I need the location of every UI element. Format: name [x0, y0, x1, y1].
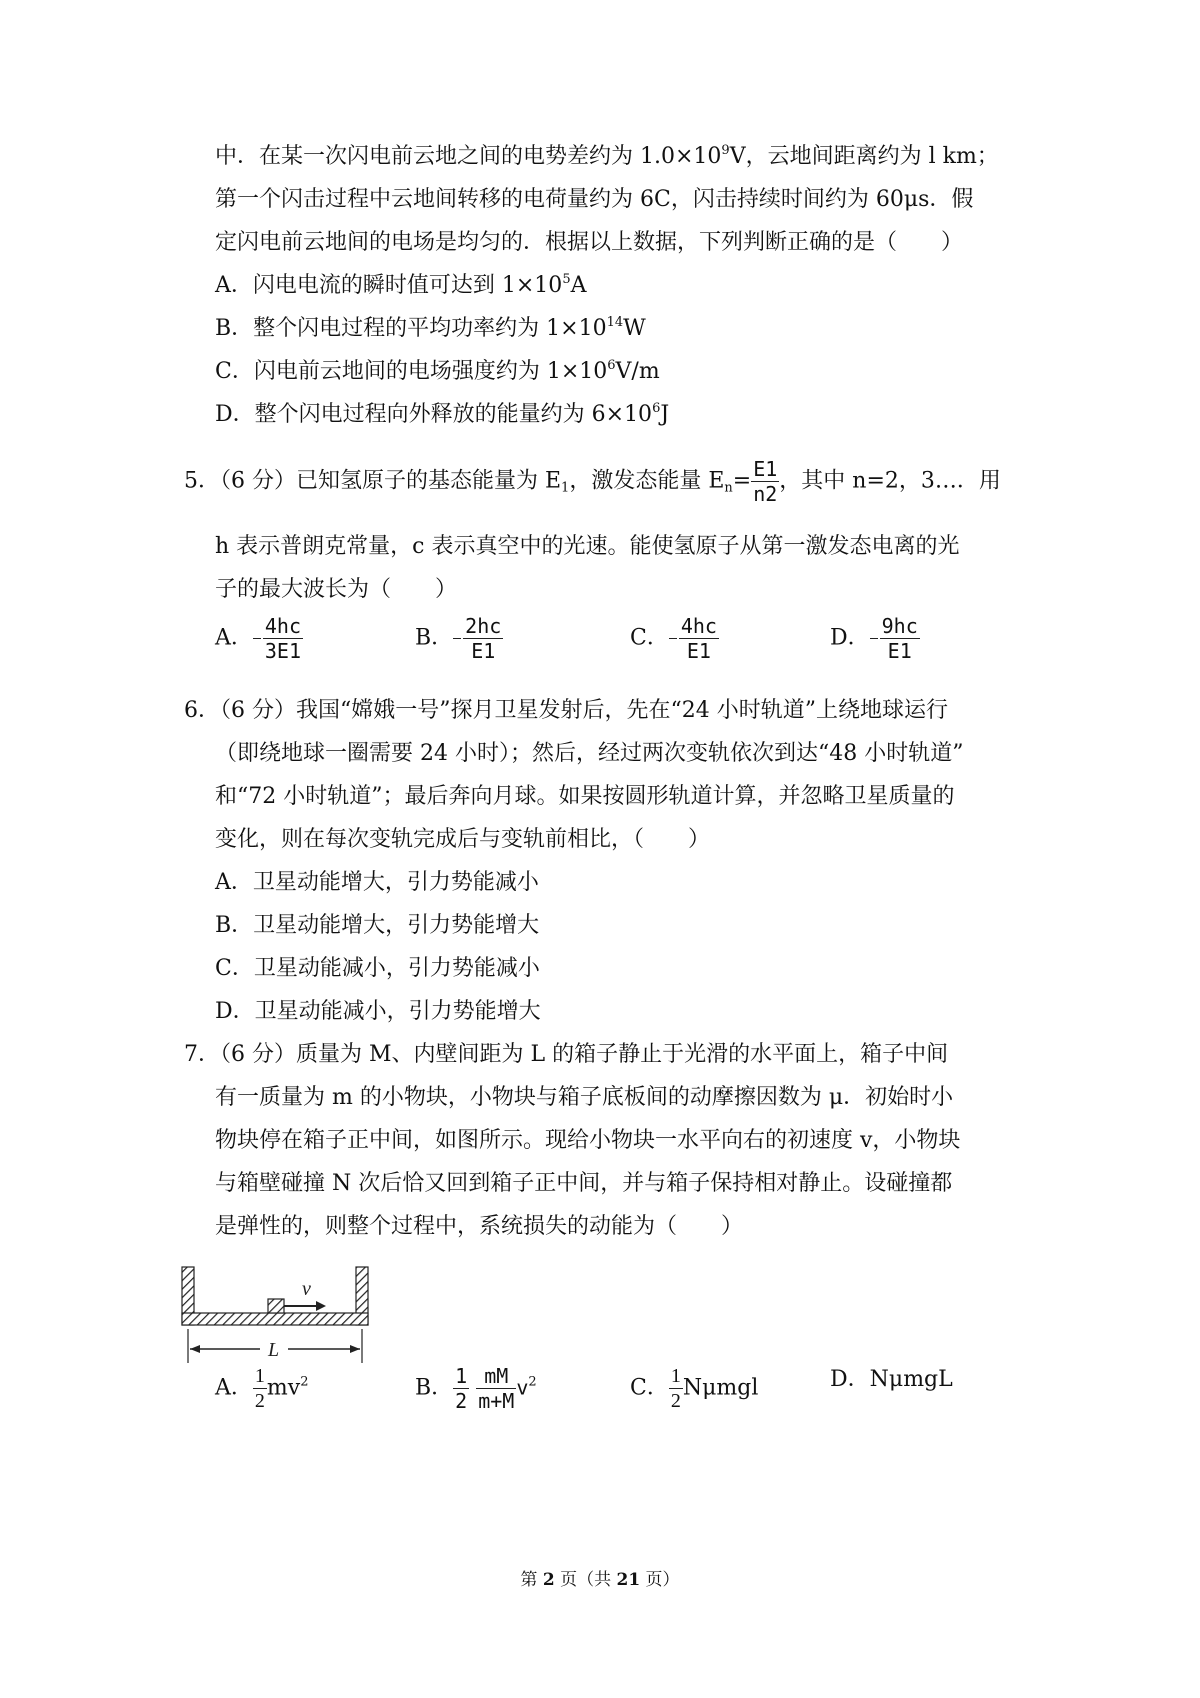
- q6-line-4: 变化，则在每次变轨完成后与变轨前相比，（ ）: [215, 827, 711, 852]
- q5-option-b: B． $\frac{2hc}{E1}$: [415, 614, 502, 663]
- q6-line-1: 6．（6 分）我国“嫦娥一号”探月卫星发射后，先在“24 小时轨道”上绕地球运行: [184, 698, 948, 723]
- q6-option-b: B．卫星动能增大，引力势能增大: [215, 913, 540, 938]
- q4-option-d: D．整个闪电过程向外释放的能量约为 $6\times 10^6J$: [215, 401, 670, 427]
- q7-option-a: A． $\frac{1}{2}$ $mv^2$: [215, 1365, 309, 1412]
- q4-option-a: A．闪电电流的瞬时值可达到 $1\times 10^5A$: [215, 272, 587, 298]
- q4-option-b: B．整个闪电过程的平均功率约为 $1\times 10^{14}W$: [215, 315, 646, 341]
- page-footer: 第 2 页（共 21 页）: [520, 1570, 680, 1590]
- q6-option-c: C．卫星动能减小，引力势能减小: [215, 956, 540, 981]
- q7-line-5: 是弹性的，则整个过程中，系统损失的动能为（ ）: [215, 1214, 744, 1239]
- q7-line-3: 物块停在箱子正中间，如图所示。现给小物块一水平向右的初速度 v，小物块: [215, 1128, 961, 1153]
- small-block: [268, 1299, 284, 1313]
- q6-line-3: 和“72 小时轨道”；最后奔向月球。如果按圆形轨道计算，并忽略卫星质量的: [215, 784, 955, 809]
- q4-line-1: 中．在某一次闪电前云地之间的电势差约为 $1.0\times 10^9V$，云地间距离约为 l km；: [215, 143, 999, 169]
- q5-option-c: C． $\frac{4hc}{E1}$: [630, 614, 717, 663]
- q6-option-a: A．卫星动能增大，引力势能减小: [215, 870, 539, 895]
- q7-option-d: D．NμmgL: [830, 1367, 953, 1392]
- q5-line-1: 5．（6 分）已知氢原子的基态能量为 $E_1$，激发态能量 $E_n=$ $\frac{E1}{n2}$ ，其中 n=2，3…．用: [184, 457, 1001, 506]
- q7-line-4: 与箱壁碰撞 N 次后恰又回到箱子正中间，并与箱子保持相对静止。设碰撞都: [215, 1171, 953, 1196]
- box-figure: [180, 1265, 390, 1373]
- length-label: L: [268, 1339, 280, 1361]
- q7-option-c: C． $\frac{1}{2}$ Nμmgl: [630, 1365, 759, 1412]
- q7-line-2: 有一质量为 m 的小物块，小物块与箱子底板间的动摩擦因数为 μ．初始时小: [215, 1085, 954, 1110]
- q7-line-1: 7．（6 分）质量为 M、内壁间距为 L 的箱子静止于光滑的水平面上，箱子中间: [184, 1042, 949, 1067]
- box-floor: [182, 1313, 368, 1325]
- q5-energy-fraction: $\frac{E1}{n2}$: [753, 457, 778, 506]
- q5-line-2: h 表示普朗克常量，c 表示真空中的光速。能使氢原子从第一激发态电离的光: [215, 534, 960, 559]
- q7-option-b: B． $\frac{1}{2}$ $\frac{mM}{m+M}$ $v^2$: [415, 1364, 537, 1413]
- q6-option-d: D．卫星动能减小，引力势能增大: [215, 999, 541, 1024]
- q5-option-a: A． $\frac{4hc}{3E1}$: [215, 614, 302, 663]
- q5-option-d: D． $\frac{9hc}{E1}$: [830, 614, 918, 663]
- q4-line-3: 定闪电前云地间的电场是均匀的．根据以上数据，下列判断正确的是（ ）: [215, 230, 964, 255]
- q4-option-c: C．闪电前云地间的电场强度约为 $1\times 10^6V/m$: [215, 358, 660, 384]
- velocity-label: v: [302, 1278, 311, 1300]
- q6-line-2: （即绕地球一圈需要 24 小时）；然后，经过两次变轨依次到达“48 小时轨道”: [215, 741, 964, 766]
- q5-line-3: 子的最大波长为（ ）: [215, 577, 458, 602]
- velocity-arrow-icon: [316, 1301, 326, 1311]
- q4-line-2: 第一个闪击过程中云地间转移的电荷量约为 6C，闪击持续时间约为 60μs．假: [215, 187, 974, 212]
